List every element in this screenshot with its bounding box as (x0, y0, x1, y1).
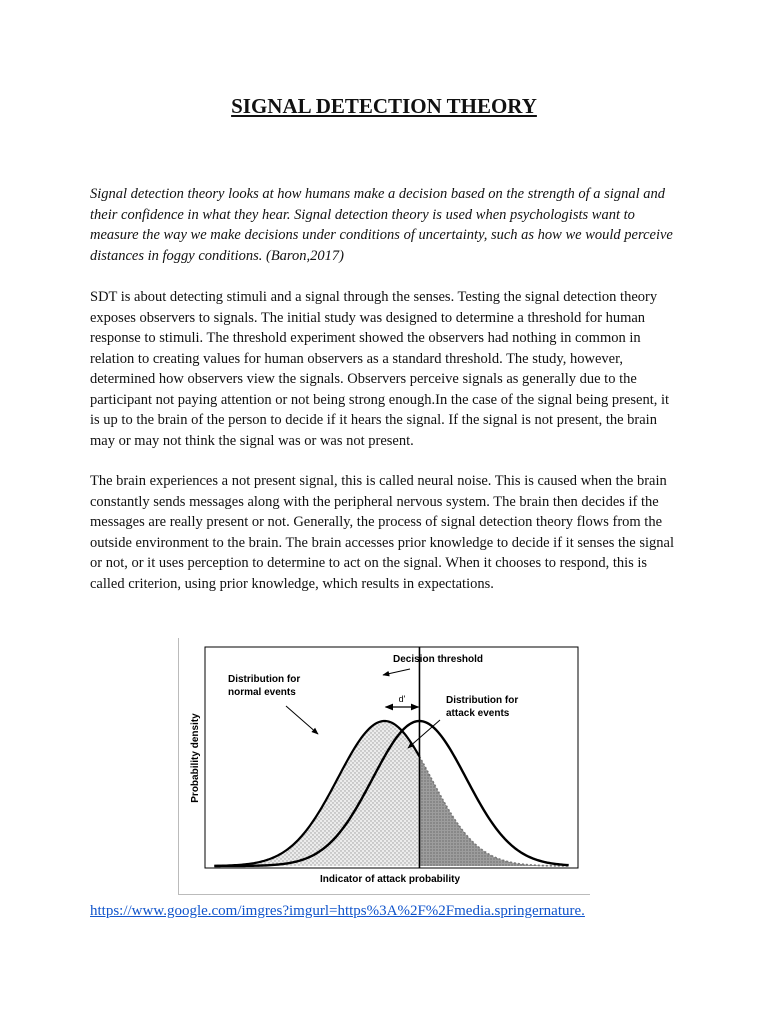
y-axis-label: Probability density (190, 713, 201, 803)
d-prime-label: d' (398, 694, 406, 704)
normal-pointer-arrow (286, 706, 318, 734)
body-paragraph-1: SDT is about detecting stimuli and a signal through the senses. Testing the signal detection theory exposes observers to signals. The initial study was designed to determine a threshold for human response to stimuli. The threshold experiment showed the observers had nothing in common in relation to creating values for human observers as a standard threshold. The study, however, determined how observers view the signals. Observers perceive signals as generally due to the participant not paying attention or not being strong enough.In the case of the signal being present, it is up to the brain of the person to decide if it hears the signal. If the signal is not present, the brain may or may not think the signal was or was not present. (90, 289, 670, 449)
attack-pointer-arrow (408, 720, 440, 748)
source-link[interactable]: https://www.google.com/imgres?imgurl=https%3A%2F%2Fmedia.springernature. (90, 903, 585, 919)
threshold-pointer-arrow (383, 669, 410, 675)
attack-label-line-1: Distribution for (446, 695, 519, 706)
normal-label-line-1: Distribution for (228, 674, 301, 685)
x-axis-label: Indicator of attack probability (319, 874, 461, 885)
intro-paragraph: Signal detection theory looks at how humans make a decision based on the strength of a signal and their confidence in what they hear. Signal detection theory is used when psychologists want to measure the way we make decisions under conditions of uncertainty, such as how we would perceive distances in foggy conditions. (Baron,2017) (90, 186, 673, 264)
normal-label-line-2: normal events (228, 687, 296, 698)
signal-detection-chart (178, 636, 590, 896)
attack-label-line-2: attack events (446, 708, 510, 719)
body-paragraph-2: The brain experiences a not present signal, this is called neural noise. This is caused when the brain constantly sends messages along with the peripheral nervous system. The brain then decides if the messages are really present or not. Generally, the process of signal detection theory flows from the outside environment to the brain. The brain accesses prior knowledge to decide if it senses the signal or not, or it uses perception to determine to act on the signal. When it chooses to respond, this is called criterion, using prior knowledge, which results in expectations. (90, 473, 675, 592)
threshold-label: Decision threshold (393, 654, 484, 665)
missed-attack-area (419, 757, 568, 866)
signal-detection-figure (178, 636, 590, 896)
page-title: SIGNAL DETECTION THEORY (231, 94, 537, 118)
